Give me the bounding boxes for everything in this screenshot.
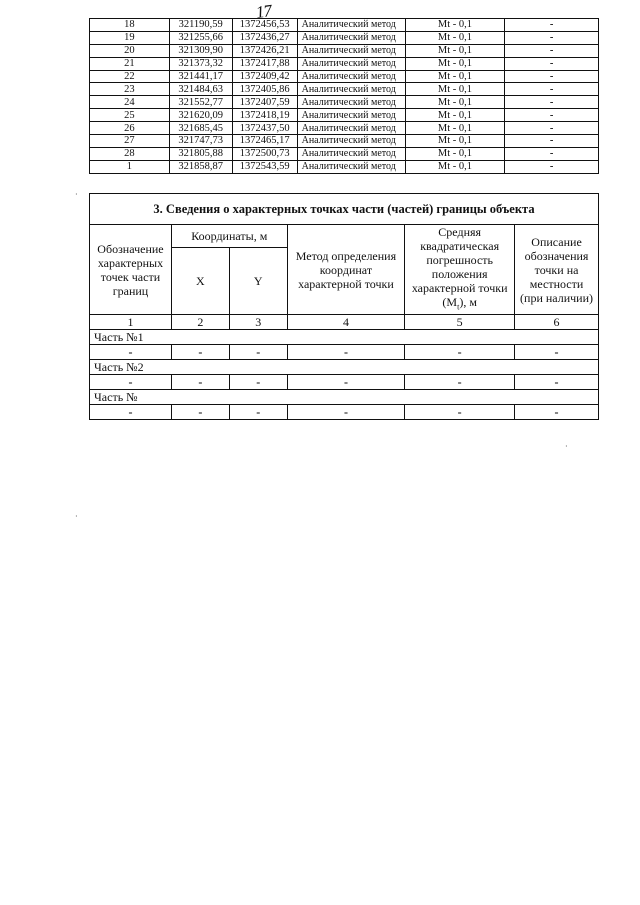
- accuracy-cell: Mt - 0,1: [405, 147, 505, 160]
- part-label-row: [90, 330, 599, 345]
- column-number: 4: [287, 315, 405, 330]
- method-cell: Аналитический метод: [297, 44, 405, 57]
- table-row: [90, 83, 599, 96]
- accuracy-cell: Mt - 0,1: [405, 109, 505, 122]
- accuracy-cell: Mt - 0,1: [405, 57, 505, 70]
- y-coordinate-cell: 1372465,17: [232, 135, 297, 148]
- coordinates-table-body: [90, 19, 599, 174]
- table-row: [90, 31, 599, 44]
- column-number: 3: [229, 315, 287, 330]
- accuracy-cell: Mt - 0,1: [405, 31, 505, 44]
- method-cell: Аналитический метод: [297, 122, 405, 135]
- part-label: Часть №2: [90, 360, 599, 375]
- accuracy-cell: Mt - 0,1: [405, 83, 505, 96]
- description-cell: -: [505, 160, 599, 173]
- point-number-cell: 25: [90, 109, 170, 122]
- method-cell: Аналитический метод: [297, 31, 405, 44]
- accuracy-cell: Mt - 0,1: [405, 135, 505, 148]
- part-data-row: [90, 405, 599, 420]
- table-row: [90, 44, 599, 57]
- column-number: 6: [515, 315, 599, 330]
- description-cell: -: [505, 147, 599, 160]
- accuracy-cell: Mt - 0,1: [405, 96, 505, 109]
- x-coordinate-cell: 321805,88: [169, 147, 232, 160]
- description-cell: -: [505, 44, 599, 57]
- point-number-cell: 24: [90, 96, 170, 109]
- section-title: 3. Сведения о характерных точках части (частей) границы объекта: [90, 194, 599, 225]
- header-coordinates: Координаты, м: [171, 225, 287, 248]
- section-3-table: [89, 193, 599, 420]
- column-number: 5: [405, 315, 515, 330]
- scan-dot: ·: [75, 190, 78, 199]
- part-cell: -: [405, 405, 515, 420]
- table-row: [90, 70, 599, 83]
- y-coordinate-cell: 1372437,50: [232, 122, 297, 135]
- coordinates-table: [89, 18, 599, 174]
- column-number: 2: [171, 315, 229, 330]
- scan-dot: ·: [565, 442, 568, 451]
- x-coordinate-cell: 321620,09: [169, 109, 232, 122]
- part-cell: -: [515, 405, 599, 420]
- accuracy-cell: Mt - 0,1: [405, 19, 505, 32]
- method-cell: Аналитический метод: [297, 160, 405, 173]
- x-coordinate-cell: 321685,45: [169, 122, 232, 135]
- point-number-cell: 26: [90, 122, 170, 135]
- y-coordinate-cell: 1372418,19: [232, 109, 297, 122]
- y-coordinate-cell: 1372409,42: [232, 70, 297, 83]
- header-error: Средняя квадратическая погрешность положения характерной точки $(M_t)$, м: [405, 225, 515, 315]
- point-number-cell: 22: [90, 70, 170, 83]
- table-row: [90, 19, 599, 32]
- part-cell: -: [287, 345, 405, 360]
- table-row: [90, 109, 599, 122]
- table-row: [90, 96, 599, 109]
- description-cell: -: [505, 122, 599, 135]
- point-number-cell: 28: [90, 147, 170, 160]
- description-cell: -: [505, 83, 599, 96]
- part-data-row: [90, 345, 599, 360]
- description-cell: -: [505, 57, 599, 70]
- part-cell: -: [171, 345, 229, 360]
- x-coordinate-cell: 321255,66: [169, 31, 232, 44]
- method-cell: Аналитический метод: [297, 57, 405, 70]
- part-cell: -: [171, 375, 229, 390]
- point-number-cell: 18: [90, 19, 170, 32]
- accuracy-cell: Mt - 0,1: [405, 122, 505, 135]
- y-coordinate-cell: 1372500,73: [232, 147, 297, 160]
- part-data-row: [90, 375, 599, 390]
- part-cell: -: [405, 345, 515, 360]
- description-cell: -: [505, 96, 599, 109]
- page-number: 17: [254, 1, 273, 22]
- description-cell: -: [505, 19, 599, 32]
- header-method: Метод определения координат характерной точки: [287, 225, 405, 315]
- table-row: [90, 147, 599, 160]
- header-x: X: [171, 247, 229, 315]
- method-cell: Аналитический метод: [297, 83, 405, 96]
- method-cell: Аналитический метод: [297, 135, 405, 148]
- accuracy-cell: Mt - 0,1: [405, 160, 505, 173]
- method-cell: Аналитический метод: [297, 96, 405, 109]
- point-number-cell: 21: [90, 57, 170, 70]
- x-coordinate-cell: 321552,77: [169, 96, 232, 109]
- y-coordinate-cell: 1372456,53: [232, 19, 297, 32]
- part-cell: -: [515, 375, 599, 390]
- scan-dot: ·: [75, 512, 78, 521]
- x-coordinate-cell: 321484,63: [169, 83, 232, 96]
- description-cell: -: [505, 135, 599, 148]
- column-numbers-row: [90, 315, 599, 330]
- x-coordinate-cell: 321858,87: [169, 160, 232, 173]
- header-designation: Обозначение характерных точек части границ: [90, 225, 172, 315]
- header-description: Описание обозначения точки на местности (при наличии): [515, 225, 599, 315]
- table-row: [90, 57, 599, 70]
- table-row: [90, 122, 599, 135]
- part-cell: -: [90, 405, 172, 420]
- table-row: [90, 135, 599, 148]
- point-number-cell: 19: [90, 31, 170, 44]
- part-cell: -: [287, 405, 405, 420]
- y-coordinate-cell: 1372417,88: [232, 57, 297, 70]
- part-cell: -: [229, 345, 287, 360]
- accuracy-cell: Mt - 0,1: [405, 44, 505, 57]
- header-y: Y: [229, 247, 287, 315]
- y-coordinate-cell: 1372407,59: [232, 96, 297, 109]
- column-number: 1: [90, 315, 172, 330]
- part-cell: -: [287, 375, 405, 390]
- part-label-row: [90, 390, 599, 405]
- description-cell: -: [505, 109, 599, 122]
- part-cell: -: [229, 375, 287, 390]
- method-cell: Аналитический метод: [297, 147, 405, 160]
- description-cell: -: [505, 31, 599, 44]
- method-cell: Аналитический метод: [297, 19, 405, 32]
- x-coordinate-cell: 321747,73: [169, 135, 232, 148]
- y-coordinate-cell: 1372543,59: [232, 160, 297, 173]
- part-cell: -: [405, 375, 515, 390]
- part-cell: -: [90, 375, 172, 390]
- x-coordinate-cell: 321373,32: [169, 57, 232, 70]
- part-cell: -: [171, 405, 229, 420]
- part-cell: -: [515, 345, 599, 360]
- point-number-cell: 27: [90, 135, 170, 148]
- point-number-cell: 20: [90, 44, 170, 57]
- x-coordinate-cell: 321309,90: [169, 44, 232, 57]
- x-coordinate-cell: 321190,59: [169, 19, 232, 32]
- part-label-row: [90, 360, 599, 375]
- y-coordinate-cell: 1372436,27: [232, 31, 297, 44]
- x-coordinate-cell: 321441,17: [169, 70, 232, 83]
- part-cell: -: [229, 405, 287, 420]
- part-label: Часть №: [90, 390, 599, 405]
- part-label: Часть №1: [90, 330, 599, 345]
- accuracy-cell: Mt - 0,1: [405, 70, 505, 83]
- parts-table-body: [90, 330, 599, 420]
- method-cell: Аналитический метод: [297, 109, 405, 122]
- table-row: [90, 160, 599, 173]
- y-coordinate-cell: 1372405,86: [232, 83, 297, 96]
- part-cell: -: [90, 345, 172, 360]
- point-number-cell: 1: [90, 160, 170, 173]
- y-coordinate-cell: 1372426,21: [232, 44, 297, 57]
- method-cell: Аналитический метод: [297, 70, 405, 83]
- point-number-cell: 23: [90, 83, 170, 96]
- description-cell: -: [505, 70, 599, 83]
